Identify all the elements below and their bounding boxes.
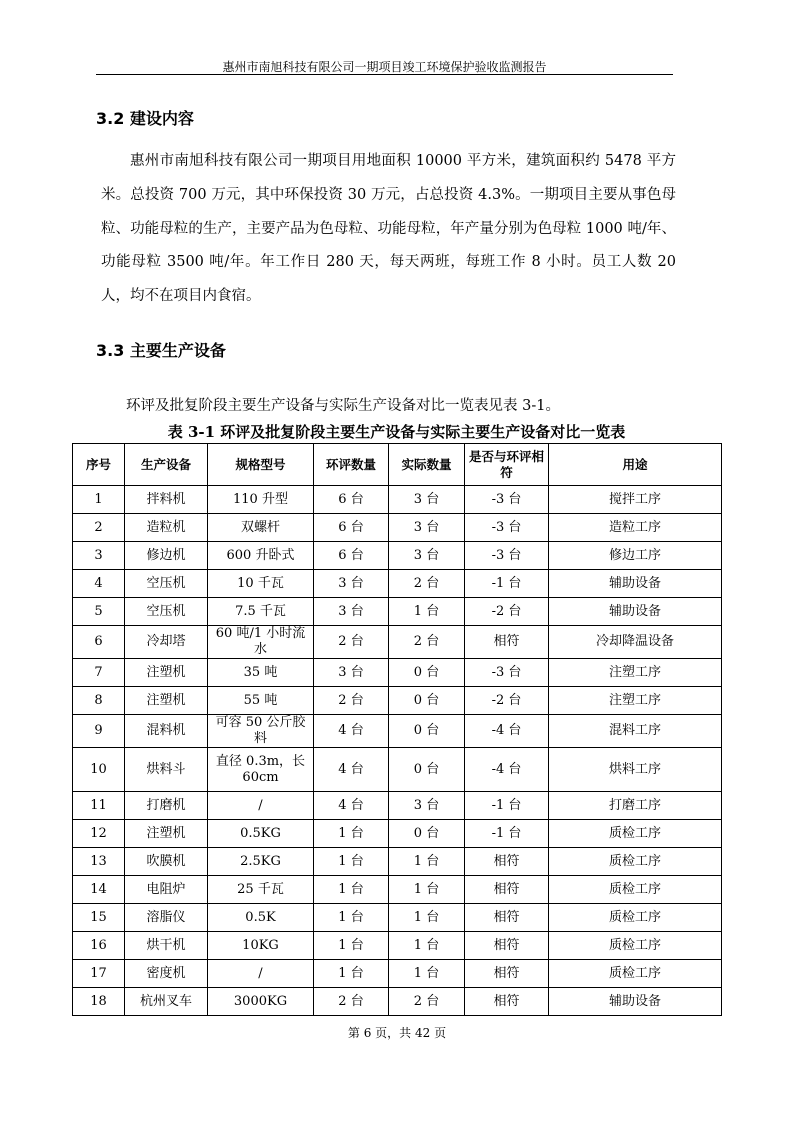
cell-index: 14 xyxy=(73,876,125,904)
cell-eia-quantity: 2 台 xyxy=(314,687,389,715)
cell-consistency: -4 台 xyxy=(465,715,549,748)
cell-spec: 25 千瓦 xyxy=(208,876,314,904)
cell-consistency: 相符 xyxy=(465,904,549,932)
cell-purpose: 辅助设备 xyxy=(549,570,722,598)
header-index: 序号 xyxy=(73,444,125,486)
header-eia-quantity: 环评数量 xyxy=(314,444,389,486)
cell-eia-quantity: 3 台 xyxy=(314,598,389,626)
cell-index: 2 xyxy=(73,514,125,542)
cell-eia-quantity: 2 台 xyxy=(314,988,389,1016)
cell-purpose: 辅助设备 xyxy=(549,598,722,626)
cell-equipment: 注塑机 xyxy=(125,687,208,715)
cell-purpose: 注塑工序 xyxy=(549,687,722,715)
cell-consistency: -3 台 xyxy=(465,542,549,570)
cell-spec: 7.5 千瓦 xyxy=(208,598,314,626)
cell-purpose: 质检工序 xyxy=(549,904,722,932)
section-paragraph: 惠州市南旭科技有限公司一期项目用地面积 10000 平方米，建筑面积约 5478 平方米。总投资 700 万元，其中环保投资 30 万元，占总投资 4.3%。一期项目主要从事色母粒、功能母粒的生产，主要产品为色母粒、功能母粒，年产量分别为色母粒 1000 吨/年、功能母粒 3500 吨/年。年工作日 280 天，每天两班，每班工作 8 小时。员工人数 20 人，均不在项目内食宿。 xyxy=(101,153,676,305)
table-caption: 表 3-1 环评及批复阶段主要生产设备与实际主要生产设备对比一览表 xyxy=(167,423,626,441)
cell-equipment: 造粒机 xyxy=(125,514,208,542)
cell-consistency: 相符 xyxy=(465,960,549,988)
cell-equipment: 冷却塔 xyxy=(125,626,208,659)
cell-spec: 3000KG xyxy=(208,988,314,1016)
cell-actual-quantity: 1 台 xyxy=(389,960,465,988)
cell-eia-quantity: 4 台 xyxy=(314,792,389,820)
cell-eia-quantity: 2 台 xyxy=(314,626,389,659)
cell-purpose: 辅助设备 xyxy=(549,988,722,1016)
cell-eia-quantity: 1 台 xyxy=(314,848,389,876)
header-actual-quantity: 实际数量 xyxy=(389,444,465,486)
cell-actual-quantity: 3 台 xyxy=(389,792,465,820)
table-row xyxy=(73,715,722,748)
cell-eia-quantity: 1 台 xyxy=(314,960,389,988)
cell-purpose: 注塑工序 xyxy=(549,659,722,687)
header-purpose: 用途 xyxy=(549,444,722,486)
cell-actual-quantity: 3 台 xyxy=(389,542,465,570)
cell-eia-quantity: 3 台 xyxy=(314,659,389,687)
table-row xyxy=(73,542,722,570)
cell-index: 12 xyxy=(73,820,125,848)
table-row xyxy=(73,659,722,687)
cell-consistency: -1 台 xyxy=(465,820,549,848)
cell-equipment: 空压机 xyxy=(125,570,208,598)
page-footer: 第 6 页，共 42 页 xyxy=(347,1026,447,1040)
table-row xyxy=(73,820,722,848)
table-row xyxy=(73,792,722,820)
section-heading-3-3: 3.3 主要生产设备 xyxy=(96,341,226,360)
table-body xyxy=(73,486,722,1016)
table-row xyxy=(73,988,722,1016)
cell-consistency: 相符 xyxy=(465,932,549,960)
header-equipment: 生产设备 xyxy=(125,444,208,486)
cell-equipment: 烘干机 xyxy=(125,932,208,960)
cell-equipment: 烘料斗 xyxy=(125,748,208,792)
cell-index: 13 xyxy=(73,848,125,876)
header-spec: 规格型号 xyxy=(208,444,314,486)
table-row xyxy=(73,932,722,960)
cell-index: 15 xyxy=(73,904,125,932)
table-row xyxy=(73,848,722,876)
cell-index: 16 xyxy=(73,932,125,960)
header-consistency: 是否与环评相符 xyxy=(465,444,549,486)
cell-eia-quantity: 1 台 xyxy=(314,932,389,960)
cell-consistency: -3 台 xyxy=(465,486,549,514)
cell-eia-quantity: 1 台 xyxy=(314,904,389,932)
cell-actual-quantity: 2 台 xyxy=(389,570,465,598)
cell-actual-quantity: 1 台 xyxy=(389,932,465,960)
cell-purpose: 质检工序 xyxy=(549,876,722,904)
cell-eia-quantity: 1 台 xyxy=(314,876,389,904)
cell-purpose: 质检工序 xyxy=(549,960,722,988)
cell-spec: / xyxy=(208,960,314,988)
cell-equipment: 修边机 xyxy=(125,542,208,570)
cell-eia-quantity: 6 台 xyxy=(314,486,389,514)
cell-purpose: 造粒工序 xyxy=(549,514,722,542)
cell-purpose: 混料工序 xyxy=(549,715,722,748)
cell-purpose: 烘料工序 xyxy=(549,748,722,792)
cell-actual-quantity: 1 台 xyxy=(389,598,465,626)
cell-purpose: 质检工序 xyxy=(549,932,722,960)
cell-equipment: 溶脂仪 xyxy=(125,904,208,932)
cell-eia-quantity: 1 台 xyxy=(314,820,389,848)
cell-consistency: -4 台 xyxy=(465,748,549,792)
cell-purpose: 质检工序 xyxy=(549,820,722,848)
cell-actual-quantity: 3 台 xyxy=(389,514,465,542)
table-row xyxy=(73,626,722,659)
cell-spec: 可容 50 公斤胶料 xyxy=(208,715,314,748)
cell-equipment: 杭州叉车 xyxy=(125,988,208,1016)
cell-eia-quantity: 6 台 xyxy=(314,514,389,542)
cell-eia-quantity: 4 台 xyxy=(314,748,389,792)
table-row xyxy=(73,486,722,514)
cell-actual-quantity: 2 台 xyxy=(389,626,465,659)
cell-consistency: -2 台 xyxy=(465,598,549,626)
cell-equipment: 拌料机 xyxy=(125,486,208,514)
cell-equipment: 密度机 xyxy=(125,960,208,988)
cell-actual-quantity: 1 台 xyxy=(389,904,465,932)
cell-equipment: 注塑机 xyxy=(125,820,208,848)
cell-actual-quantity: 0 台 xyxy=(389,715,465,748)
cell-purpose: 质检工序 xyxy=(549,848,722,876)
cell-actual-quantity: 0 台 xyxy=(389,820,465,848)
cell-purpose: 打磨工序 xyxy=(549,792,722,820)
cell-spec: 35 吨 xyxy=(208,659,314,687)
cell-spec: 直径 0.3m，长 60cm xyxy=(208,748,314,792)
cell-index: 17 xyxy=(73,960,125,988)
cell-consistency: -1 台 xyxy=(465,792,549,820)
cell-consistency: -3 台 xyxy=(465,659,549,687)
cell-index: 18 xyxy=(73,988,125,1016)
table-row xyxy=(73,960,722,988)
cell-index: 8 xyxy=(73,687,125,715)
cell-actual-quantity: 0 台 xyxy=(389,748,465,792)
cell-eia-quantity: 3 台 xyxy=(314,570,389,598)
cell-spec: 10 千瓦 xyxy=(208,570,314,598)
table-row xyxy=(73,748,722,792)
cell-spec: 双螺杆 xyxy=(208,514,314,542)
cell-index: 9 xyxy=(73,715,125,748)
cell-consistency: 相符 xyxy=(465,626,549,659)
table-row xyxy=(73,687,722,715)
cell-actual-quantity: 1 台 xyxy=(389,876,465,904)
cell-consistency: 相符 xyxy=(465,876,549,904)
cell-spec: 110 升型 xyxy=(208,486,314,514)
cell-consistency: -3 台 xyxy=(465,514,549,542)
cell-equipment: 吹膜机 xyxy=(125,848,208,876)
table-row xyxy=(73,876,722,904)
cell-spec: 10KG xyxy=(208,932,314,960)
cell-spec: 2.5KG xyxy=(208,848,314,876)
cell-spec: 0.5K xyxy=(208,904,314,932)
table-row xyxy=(73,598,722,626)
cell-index: 11 xyxy=(73,792,125,820)
cell-index: 5 xyxy=(73,598,125,626)
cell-spec: / xyxy=(208,792,314,820)
cell-consistency: 相符 xyxy=(465,988,549,1016)
cell-actual-quantity: 1 台 xyxy=(389,848,465,876)
cell-index: 7 xyxy=(73,659,125,687)
table-intro-text: 环评及批复阶段主要生产设备与实际生产设备对比一览表见表 3-1。 xyxy=(126,398,560,414)
cell-purpose: 冷却降温设备 xyxy=(549,626,722,659)
cell-actual-quantity: 0 台 xyxy=(389,659,465,687)
cell-purpose: 搅拌工序 xyxy=(549,486,722,514)
table-header-row xyxy=(73,444,722,486)
cell-equipment: 打磨机 xyxy=(125,792,208,820)
cell-index: 6 xyxy=(73,626,125,659)
cell-consistency: 相符 xyxy=(465,848,549,876)
cell-spec: 0.5KG xyxy=(208,820,314,848)
section-heading-3-2: 3.2 建设内容 xyxy=(96,109,194,128)
table-row xyxy=(73,514,722,542)
cell-actual-quantity: 0 台 xyxy=(389,687,465,715)
cell-spec: 60 吨/1 小时流水 xyxy=(208,626,314,659)
equipment-table xyxy=(72,443,722,1016)
cell-consistency: -1 台 xyxy=(465,570,549,598)
cell-equipment: 电阻炉 xyxy=(125,876,208,904)
table-row xyxy=(73,570,722,598)
cell-eia-quantity: 6 台 xyxy=(314,542,389,570)
cell-equipment: 空压机 xyxy=(125,598,208,626)
cell-actual-quantity: 2 台 xyxy=(389,988,465,1016)
cell-consistency: -2 台 xyxy=(465,687,549,715)
cell-equipment: 注塑机 xyxy=(125,659,208,687)
cell-eia-quantity: 4 台 xyxy=(314,715,389,748)
cell-purpose: 修边工序 xyxy=(549,542,722,570)
table-row xyxy=(73,904,722,932)
cell-spec: 55 吨 xyxy=(208,687,314,715)
page-header: 惠州市南旭科技有限公司一期项目竣工环境保护验收监测报告 xyxy=(96,60,673,75)
cell-index: 1 xyxy=(73,486,125,514)
cell-actual-quantity: 3 台 xyxy=(389,486,465,514)
cell-index: 3 xyxy=(73,542,125,570)
cell-index: 4 xyxy=(73,570,125,598)
cell-index: 10 xyxy=(73,748,125,792)
cell-equipment: 混料机 xyxy=(125,715,208,748)
cell-spec: 600 升卧式 xyxy=(208,542,314,570)
